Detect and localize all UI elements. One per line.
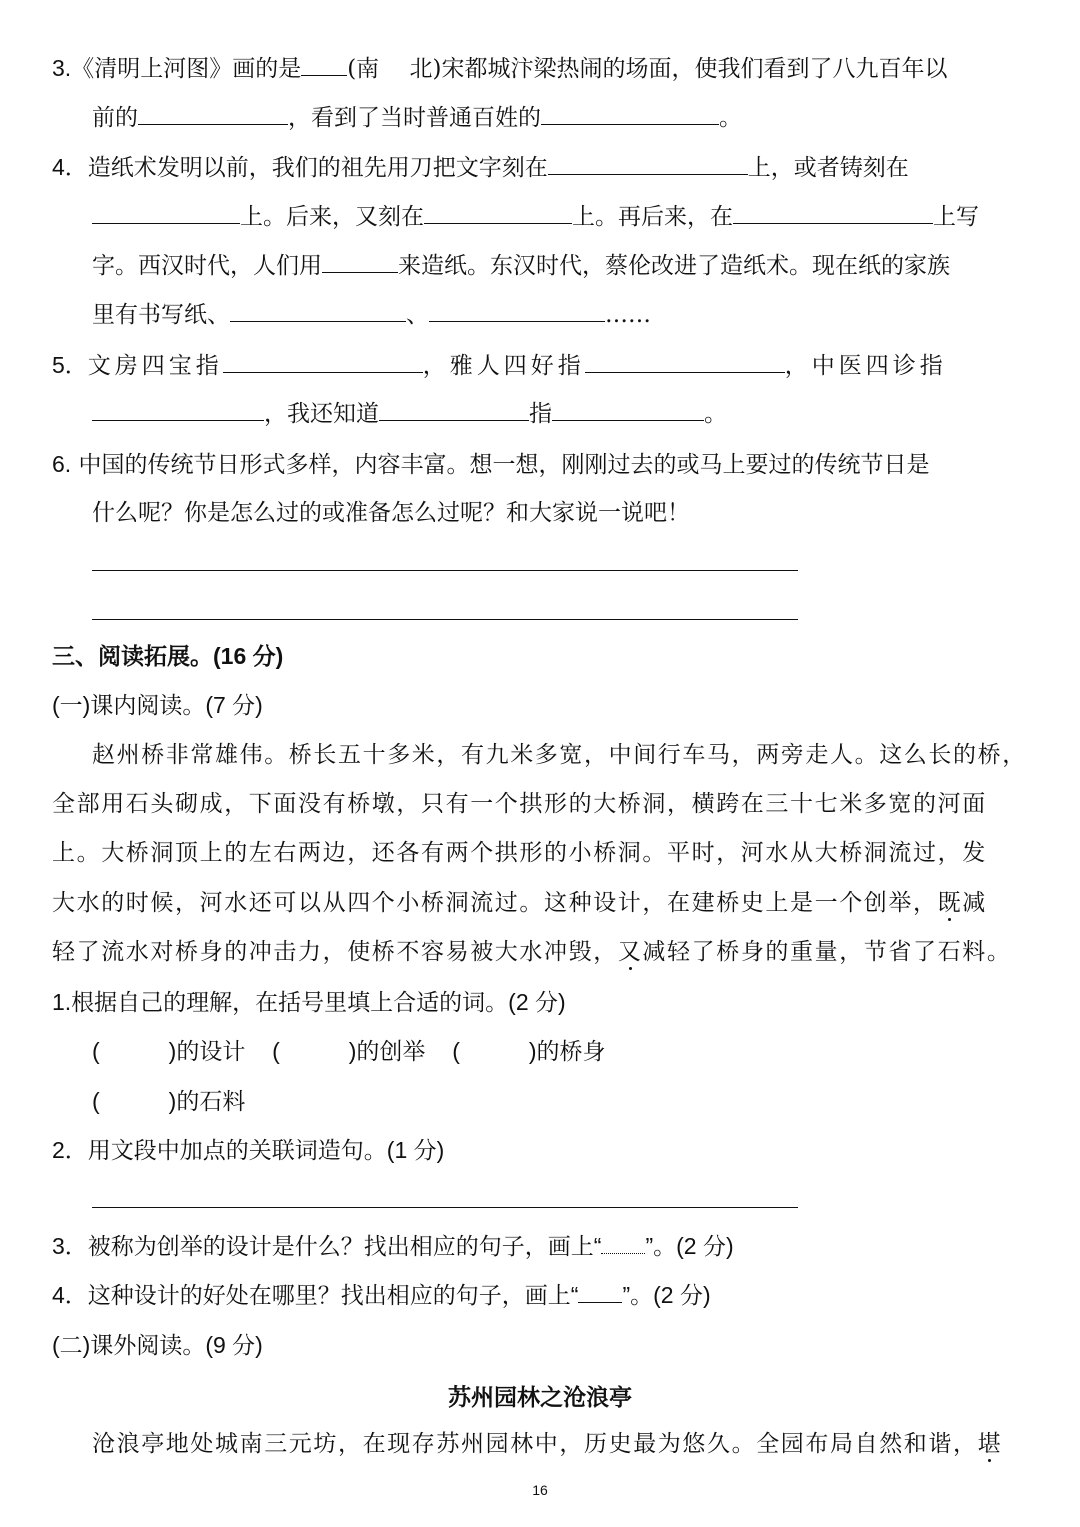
answer-line[interactable] bbox=[92, 1207, 798, 1208]
fill-bracket[interactable]: ( )的石料 bbox=[92, 1088, 246, 1114]
reading-q3: 3．被称为创举的设计是什么？找出相应的句子，画上“ ”。(2 分) bbox=[52, 1233, 734, 1259]
blank[interactable] bbox=[541, 104, 719, 125]
dotted-char: 堪 bbox=[977, 1431, 1003, 1457]
blank[interactable] bbox=[322, 252, 398, 273]
passage-line: 赵州桥非常雄伟。桥长五十多米，有九米多宽，中间行车马，两旁走人。这么长的桥， bbox=[92, 742, 1027, 768]
blank[interactable] bbox=[552, 400, 704, 421]
answer-line[interactable] bbox=[92, 570, 798, 571]
dotted-connective: 又 bbox=[617, 939, 643, 965]
q3-number: 3. bbox=[52, 55, 72, 81]
q4-line3: 字。西汉时代，人们用 来造纸。东汉时代，蔡伦改进了造纸术。现在纸的家族 bbox=[92, 253, 950, 279]
q5-number: 5． bbox=[52, 352, 88, 378]
q3-line1: 3.《清明上河图》画的是 (南 北)宋都城汴梁热闹的场面，使我们看到了八九百年以 bbox=[52, 55, 948, 82]
blank[interactable] bbox=[92, 400, 264, 421]
blank[interactable] bbox=[585, 352, 785, 373]
dotted-connective: 既 bbox=[937, 890, 963, 916]
q4-line1: 4．造纸术发明以前，我们的祖先用刀把文字刻在 上，或者铸刻在 bbox=[52, 154, 909, 181]
q5-line1: 5．文房四宝指 ，雅人四好指 ，中医四诊指 bbox=[52, 352, 947, 379]
page-number: 16 bbox=[532, 1482, 548, 1498]
reading-q2: 2．用文段中加点的关联词造句。(1 分) bbox=[52, 1137, 445, 1163]
blank[interactable] bbox=[301, 55, 347, 76]
blank[interactable] bbox=[548, 154, 748, 175]
reading-q1-items bbox=[92, 1086, 245, 1116]
subsection-inclass: (一)课内阅读。(7 分) bbox=[52, 692, 263, 718]
q4-number: 4． bbox=[52, 154, 88, 180]
subsection-extra: (二)课外阅读。(9 分) bbox=[52, 1332, 263, 1358]
passage-line: 沧浪亭地处城南三元坊，在现存苏州园林中，历史最为悠久。全园布局自然和谐，堪 bbox=[92, 1431, 1003, 1457]
reading-q1: 1.根据自己的理解，在括号里填上合适的词。(2 分) bbox=[52, 989, 566, 1015]
blank[interactable] bbox=[429, 301, 605, 322]
q6-line1: 6. 中国的传统节日形式多样，内容丰富。想一想，刚刚过去的或马上要过的传统节日是 bbox=[52, 451, 930, 478]
q3-line2: 前的 ，看到了当时普通百姓的 。 bbox=[92, 105, 742, 131]
blank[interactable] bbox=[223, 352, 423, 373]
answer-line[interactable] bbox=[92, 619, 798, 620]
fill-bracket[interactable]: ( )的桥身 bbox=[452, 1038, 606, 1064]
section-heading: 三、阅读拓展。(16 分) bbox=[52, 643, 284, 669]
reading-q1-items bbox=[92, 1036, 606, 1066]
q4-line2: 上。后来，又刻在 上。再后来，在 上写 bbox=[92, 202, 979, 232]
straight-underline-mark bbox=[578, 1284, 622, 1303]
fill-bracket[interactable]: ( )的创举 bbox=[272, 1038, 426, 1064]
q6-number: 6. bbox=[52, 451, 72, 477]
q6-line2: 什么呢？你是怎么过的或准备怎么过呢？和大家说一说吧！ bbox=[92, 500, 690, 526]
passage-line: 全部用石头砌成，下面没有桥墩，只有一个拱形的大桥洞，横跨在三十七米多宽的河面 bbox=[52, 791, 987, 817]
blank[interactable] bbox=[92, 203, 240, 224]
q5-line2: ，我还知道 指 。 bbox=[92, 399, 727, 429]
wavy-underline-mark bbox=[601, 1241, 645, 1254]
reading-q4: 4．这种设计的好处在哪里？找出相应的句子，画上“ ”。(2 分) bbox=[52, 1282, 711, 1308]
fill-bracket[interactable]: ( )的设计 bbox=[92, 1038, 246, 1064]
article-title: 苏州园林之沧浪亭 bbox=[448, 1384, 632, 1410]
blank[interactable] bbox=[138, 104, 288, 125]
blank[interactable] bbox=[379, 400, 529, 421]
passage-line: 轻了流水对桥身的冲击力，使桥不容易被大水冲毁，又减轻了桥身的重量，节省了石料。 bbox=[52, 939, 1012, 965]
passage-line: 大水的时候，河水还可以从四个小桥洞流过。这种设计，在建桥史上是一个创举，既减 bbox=[52, 890, 987, 916]
q4-line4: 里有书写纸、 、 …… bbox=[92, 302, 651, 328]
passage-line: 上。大桥洞顶上的左右两边，还各有两个拱形的小桥洞。平时，河水从大桥洞流过，发 bbox=[52, 840, 987, 866]
blank[interactable] bbox=[733, 203, 933, 224]
blank[interactable] bbox=[424, 203, 572, 224]
blank[interactable] bbox=[230, 301, 406, 322]
